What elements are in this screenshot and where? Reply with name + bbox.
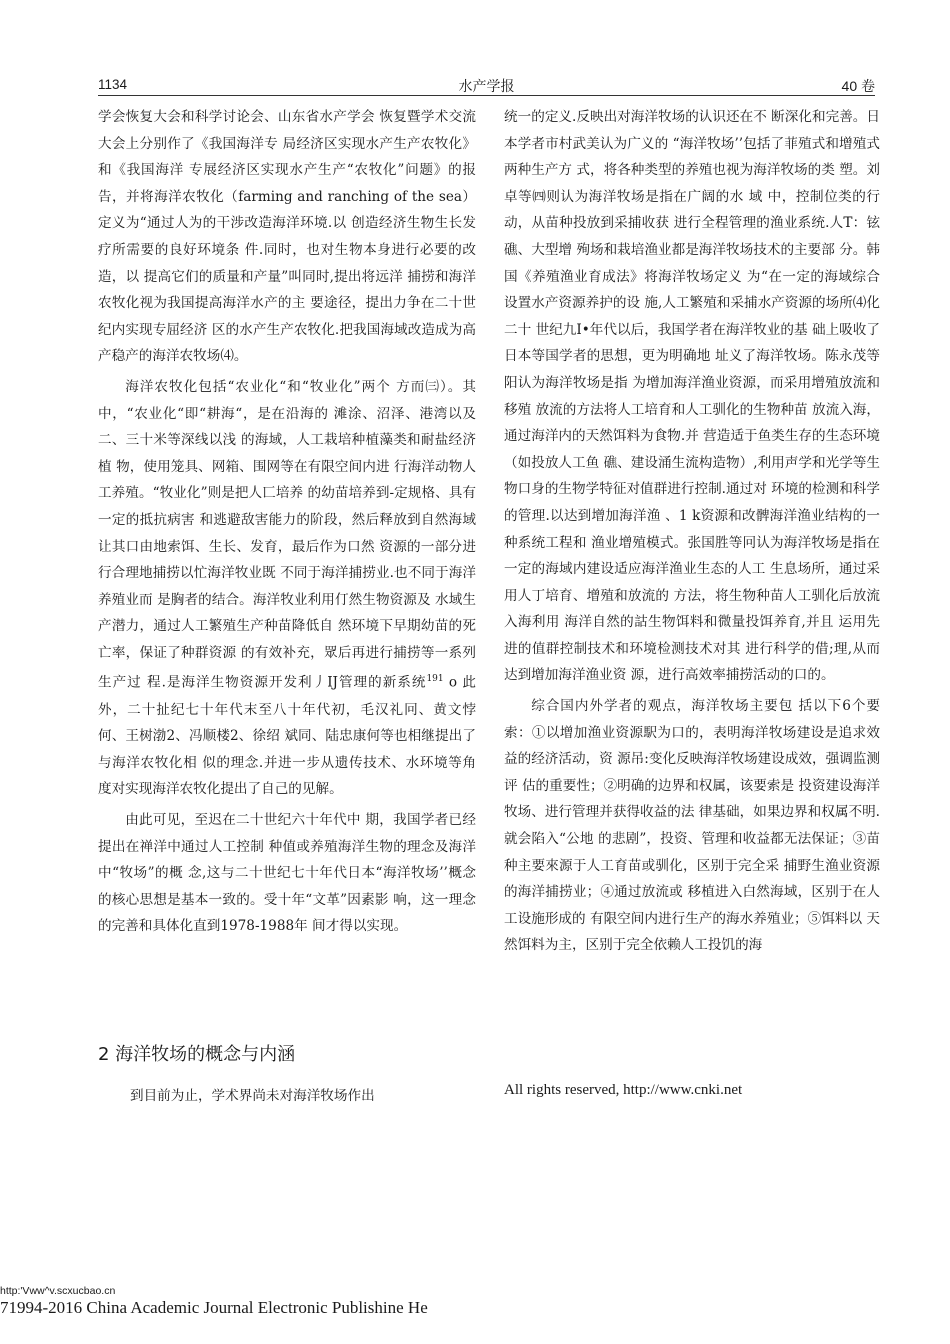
footer-text: 71994-2016 China Academic Journal Electronic Publishine He: [0, 1298, 428, 1317]
right-paragraph-2: 综合国内外学者的观点，海洋牧场主要包 括以下6个要索：①以增加渔业资源駅为口的，表明海洋牧场建设是追求效益的经济活动，资 源吊:变化反映海洋牧场建设成效，强调监测评 估的重要性；②明确的边界和权属，该要索是 投资建设海洋牧场、进行管理并获得收益的法 律基础，如果边界和权属不明.就会陷入“公地 的悲剧”，投资、管理和收益都无法保证；③苗 种主要來源于人工育苗或驯化，区别于完全采 捕野生渔业资源的海洋捕捞业；④通过放流或 移植进入白然海域，区别于在人工设施形成的 有限空间内进行生产的海水养殖业；⑤饵料以 天然饵料为主，区别于完全依赖人工投饥的海: [504, 698, 880, 954]
left-paragraph-3: 由此可见，至迟在二十世纪六十年代中 期，我国学者已经提出在禅洋中通过人工控制 种值或养殖海洋生物的理念及海洋中“牧场”的概 念,这与二十世纪七十年代日本“海洋牧场’’概念 的核心思想是基本一致的。受十年“文革”因素影 响，这一理念的完善和具体化直到1978-1988年 间才得以实现。: [98, 811, 476, 935]
section-heading: 2 海洋牧场的概念与内涵: [98, 1044, 296, 1065]
page-header: [98, 74, 875, 96]
journal-title: 水产学报: [458, 78, 515, 94]
source-url: http:'Vww^v.scxucbao.cn: [0, 1285, 116, 1297]
left-paragraph-2: [98, 374, 476, 803]
volume-label: 40 卷: [841, 78, 875, 94]
page-number: 1134: [98, 77, 128, 92]
header-rule: [98, 95, 875, 96]
left-column: [98, 104, 476, 940]
left-paragraph-2-text: 海洋农牧化包括“农业化“和“牧业化”两个 方而㈢）。其中，“农业化“即“耕海“，是在沿海的 滩涂、沼泽、港湾以及二、三十米等深线以浅 的海域，人工栽培种植藻类和耐盐经济植 物，使用笼具、网箱、围网等在有限空间内进 行海洋动物人工养殖。“牧业化”则是把人匸培养 的幼苗培养到-定规格、具有一定的抵抗病害 和逃避敌害能力的阶段，然后释放到自然海域 让其口由地索饵、生长、发育，最后作为口然 资源的一部分进行合理地捕捞以忙海洋牧业既 不同于海洋捕捞业.也不同于海洋养殖业而 是胸者的结合。海洋牧业利用仃然生物资源及 水域生产潜力，通过人工繁殖生产种苗降低自 然环境下早期幼苗的死亡率，保证了种群资源 的有效补充，眾后再进行捕捞等一系列生产过 程.是海洋生物资源开发利丿IJ管理的新系统: [98, 378, 476, 691]
left-paragraph-1: 学会恢复大会和科学讨论会、山东省水产学会 恢复暨学术交流大会上分别作了《我国海洋专 局经济区实现水产生产农牧化》和《我国海洋 专展经济区实现水产生产“农牧化”问题》的报 告，并将海洋农牧化（farming and ranching of the sea）定义为“通过人为的干涉改造海洋环境.以 创造经济生物生长发疗所需要的良好环境条 件.同时，也对生物本身进行必要的改造，以 提高它们的质量和产量”叫同时,提出将远洋 捕捞和海洋农牧化视为我国提高海洋水产的主 要途径，提出力争在二十世纪内实现专屈经济 区的水产生产农牧化.把我国海域改造成为高 产稳产的海洋农牧场⑷。: [98, 109, 476, 365]
right-column: [504, 104, 880, 959]
left-paragraph-2-tail: o 此外，二十扯纪七十年代末至八十年代初，毛汉礼冋、黄文悖何、王树渤2、冯顺楼2、徐绍 斌同、陆忠康何等也相继提出了与海洋农牧化相 似的理念.并进一步从遗传技术、水环境等角 度对实现海洋农牧化提出了自己的见解。: [98, 675, 477, 798]
right-paragraph-1: 统一的定义.反映出对海洋牧场的认识还在不 断深化和完善。日本学者市村武美认为广义的 “海洋牧场’’包括了菲殖式和增殖式两种生产方 式，将各种类型的养殖也视为海洋牧场的类 塑。刘卓等㈣则认为海洋牧场是指在广阔的水 域 中，控制位类的行动，从苗种投放到采捕收获 进行全程管理的渔业系统.人T：铉礁、大型增 殉场和栽培渔业都是海洋牧场技术的主要部 分。韩国《养殖渔业育成法》将海洋牧场定义 为“在一定的海域综合设置水产资源养护的设 施,人工繁殖和采捕水产资源的场所⑷化 二十 世纪九I•年代以后，我国学者在海洋牧业的基 础上吸收了日本等国学者的思想，更为明确地 址义了海洋牧场。陈永茂等阳认为海洋牧场是指 为增加海洋渔业资源，而采用增殖放流和移殖 放流的方法将人工培育和人工驯化的生物种苗 放流入海，通过海洋内的天然饵料为食物.并 营造适于鱼类生存的生态环境（如投放人工鱼 礁、建设涌生流构造物）,利用声学和光学等生 物口身的生物学特征对值群进行控制.通过对 环境的检测和科学的管理.以达到增加海洋渔 、1 k资源和改髀海洋渔业结构的一种系统工程和 渔业增殖模式。张国胜等冋认为海洋牧场是指在 一定的海域内建设适应海洋渔业生态的人工 生息场所，通过采用人丁培育、增殖和放流的 方法，将生物种苗人工驯化后放流入海利用 海洋自然的詁生物饵料和微量投饵养育,并且 运用先进的值群控制技术和环境检测技术对其 进行科学的借;理,从而达到增加海洋渔业资 源，进行高效率捕捞活动的口的。: [504, 109, 880, 684]
citation-superscript: 191: [426, 674, 444, 685]
rights-text: All rights reserved, http://www.cnki.net: [504, 1082, 743, 1098]
left-last-line: 到目前为止，学术界尚未对海洋牧场作出: [130, 1088, 375, 1104]
